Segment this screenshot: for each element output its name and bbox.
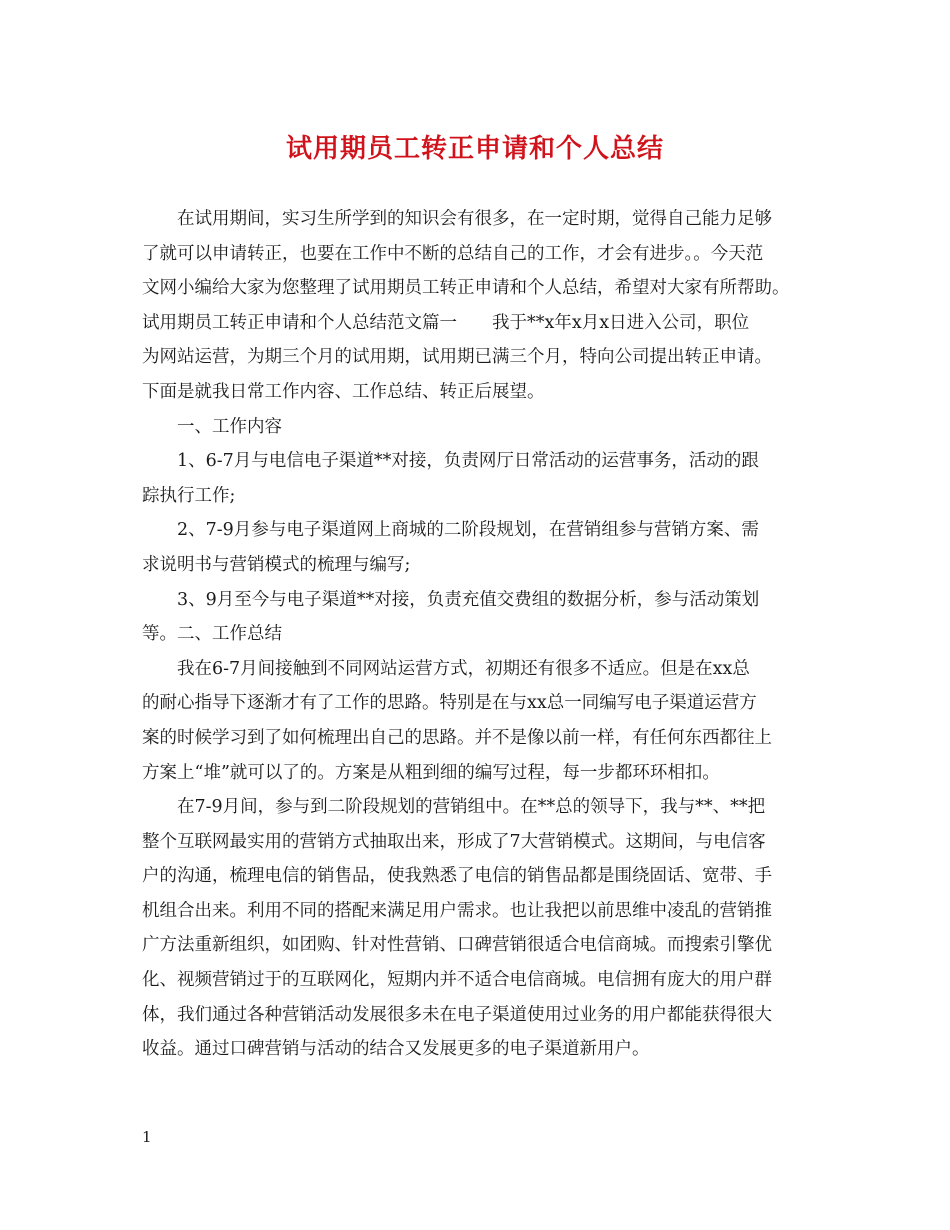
page-number: 1: [142, 1128, 152, 1146]
text-line: 踪执行工作;: [142, 485, 236, 506]
text-line: 为网站运营，为期三个月的试用期，试用期已满三个月，特向公司提出转正申请。: [142, 347, 772, 368]
text-line: 下面是就我日常工作内容、工作总结、转正后展望。: [142, 381, 545, 402]
text-line: 整个互联网最实用的营销方式抽取出来，形成了7大营销模式。这期间，与电信客: [142, 831, 766, 852]
text-line: 求说明书与营销模式的梳理与编写;: [142, 554, 411, 575]
text-line: 了就可以申请转正，也要在工作中不断的总结自己的工作，才会有进步。。今天范: [142, 243, 764, 264]
text-line: 文网小编给大家为您整理了试用期员工转正申请和个人总结，希望对大家有所帮助。: [142, 278, 790, 299]
text-line: 户的沟通，梳理电信的销售品，使我熟悉了电信的销售品都是围绕固话、宽带、手: [142, 866, 772, 887]
document-body: [142, 202, 812, 1067]
text-line: 机组合出来。利用不同的搭配来满足用户需求。也让我把以前思维中凌乱的营销推: [142, 900, 772, 921]
text-line: 等。二、工作总结: [142, 624, 282, 645]
text-line: 收益。通过口碑营销与活动的结合又发展更多的电子渠道新用户。: [142, 1039, 650, 1060]
text-line: 案的时候学习到了如何梳理出自己的思路。并不是像以前一样，有任何东西都往上: [142, 727, 772, 748]
text-line: 的耐心指导下逐渐才有了工作的思路。特别是在与xx总一同编写电子渠道运营方: [142, 693, 757, 714]
text-line: 1、6-7月与电信电子渠道**对接，负责网厅日常活动的运营事务，活动的跟: [177, 451, 759, 472]
text-line: 在试用期间，实习生所学到的知识会有很多，在一定时期，觉得自己能力足够: [177, 209, 772, 229]
text-line: 在7-9月间，参与到二阶段规划的营销组中。在**总的领导下，我与**、**把: [177, 797, 766, 818]
text-line: 试用期员工转正申请和个人总结范文篇一 我于**x年x月x日进入公司，职位: [142, 312, 750, 333]
text-line: 体，我们通过各种营销活动发展很多未在电子渠道使用过业务的用户都能获得很大: [142, 1004, 772, 1025]
text-line: 化、视频营销过于的互联网化，短期内并不适合电信商城。电信拥有庞大的用户群: [142, 970, 772, 991]
page-title: 试用期员工转正申请和个人总结: [285, 134, 664, 164]
text-line: 我在6-7月间接触到不同网站运营方式，初期还有很多不适应。但是在xx总: [177, 658, 750, 679]
text-line: 广方法重新组织，如团购、针对性营销、口碑营销很适合电信商城。而搜索引擎优: [142, 935, 772, 956]
section-heading: 一、工作内容: [177, 416, 282, 437]
text-line: 2、7-9月参与电子渠道网上商城的二阶段规划，在营销组参与营销方案、需: [177, 520, 759, 541]
text-line: 方案上“堆”就可以了的。方案是从粗到细的编写过程，每一步都环环相扣。: [142, 762, 720, 783]
text-line: 3、9月至今与电子渠道**对接，负责充值交费组的数据分析，参与活动策划: [177, 589, 760, 610]
